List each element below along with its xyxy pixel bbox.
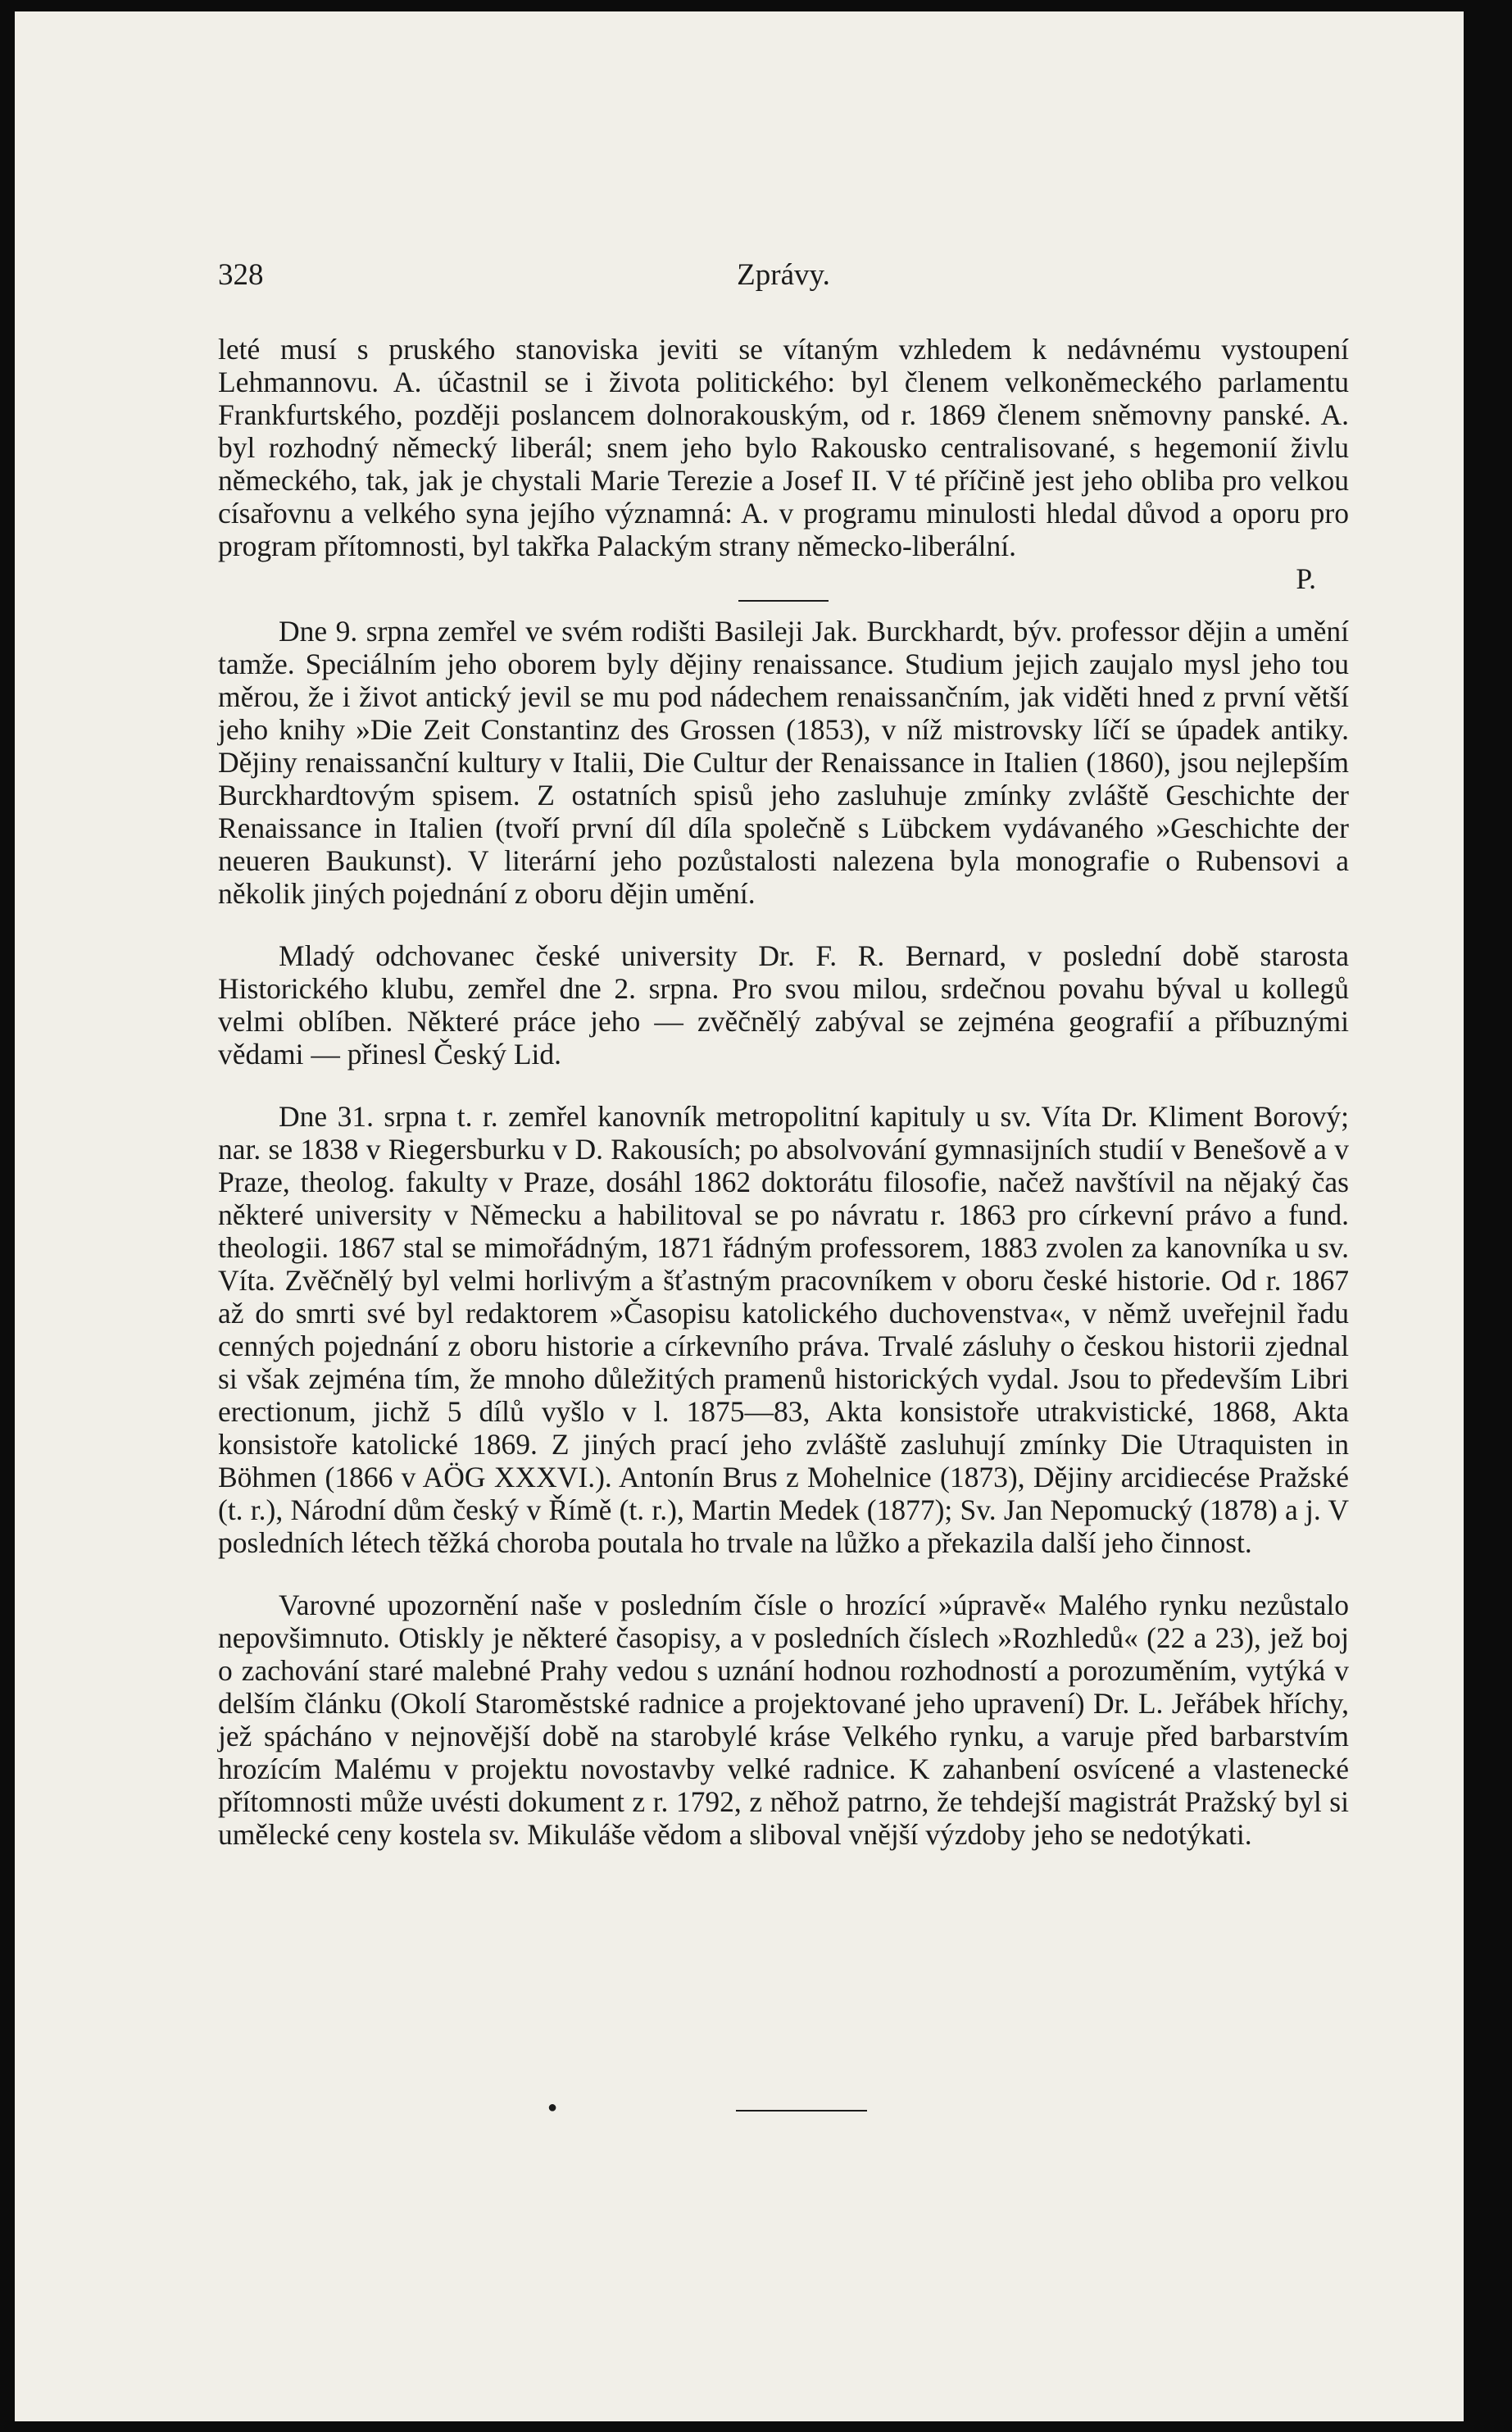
paragraph-burckhardt: Dne 9. srpna zemřel ve svém rodišti Basileji Jak. Burckhardt, býv. professor dějin a umění tamže. Speciálním jeho oborem byly dějiny renaissance. Studium jejich zaujalo mysl jeho tou měrou, že i život antický jevil se mu pod nádechem renaissančním, jak viděti hned z první větší jeho knihy »Die Zeit Constantinz des Grossen (1853), v níž mistrovsky líčí se úpadek antiky. Dějiny renaissanční kultury v Italii, Die Cultur der Renaissance in Italien (1860), jsou nejlepším Burckhardtovým spisem. Z ostatních spisů jeho zasluhuje zmínky zvláště Geschichte der Renaissance in Italien (tvoří první díl díla společně s Lübckem vydávaného »Geschichte der neueren Baukunst). V literární jeho pozůstalosti nalezena byla monografie o Rubensovi a několik jiných pojednání z oboru dějin umění.	[218, 615, 1349, 910]
bullet-mark: ●	[547, 2098, 558, 2116]
document-page	[15, 11, 1464, 2421]
author-signature: P.	[1296, 562, 1316, 595]
end-divider	[736, 2110, 867, 2112]
article-body	[218, 333, 1349, 1851]
paragraph-lehmann: leté musí s pruského stanoviska jeviti se vítaným vzhledem k nedávnému vystoupení Lehmannovu. A. účastnil se i života politického: byl členem velkoněmeckého parlamentu Frankfurtského, později poslancem dolnorakouským, od r. 1869 členem sněmovny panské. A. byl rozhodný německý liberál; snem jeho bylo Rakousko centralisované, s hegemonií živlu německého, tak, jak je chystali Marie Terezie a Josef II. V té příčině jest jeho obliba pro velkou císařovnu a velkého syna jejího významná: A. v programu minulosti hledal důvod a oporu pro program přítomnosti, byl takřka Palackým strany německo-liberální.	[218, 333, 1349, 562]
page-number: 328	[218, 258, 264, 292]
paragraph-maly-rynek: Varovné upozornění naše v posledním čísle o hrozící »úpravě« Malého rynku nezůstalo nepovšimnuto. Otiskly je některé časopisy, a v posledních číslech »Rozhledů« (22 a 23), jež boj o zachování staré malebné Prahy vedou s uznání hodnou rozhodností a porozuměním, vytýká v delším článku (Okolí Staroměstské radnice a projektované jeho upravení) Dr. L. Jeřábek hříchy, jež spácháno v nejnovější době na starobylé kráse Velkého rynku, a varuje před barbarstvím hrozícím Malému v projektu novostavby velké radnice. K zahanbení osvícené a vlastenecké přítomnosti může uvésti dokument z r. 1792, z něhož patrno, že tehdejší magistrát Pražský byl si umělecké ceny kostela sv. Mikuláše vědom a sliboval vnější výzdoby jeho se nedotýkati.	[218, 1589, 1349, 1851]
paragraph-borovy: Dne 31. srpna t. r. zemřel kanovník metropolitní kapituly u sv. Víta Dr. Kliment Borový; nar. se 1838 v Riegersburku v D. Rakousích; po absolvování gymnasijních studií v Benešově a v Praze, theolog. fakulty v Praze, dosáhl 1862 doktorátu filosofie, načež navštívil na nějaký čas některé university v Německu a habilitoval se po návratu r. 1863 pro církevní právo a fund. theologii. 1867 stal se mimořádným, 1871 řádným professorem, 1883 zvolen za kanovníka u sv. Víta. Zvěčnělý byl velmi horlivým a šťastným pracovníkem v oboru české historie. Od r. 1867 až do smrti své byl redaktorem »Časopisu katolického duchovenstva«, v němž uveřejnil řadu cenných pojednání z oboru historie a církevního práva. Trvalé zásluhy o českou historii zjednal si však zejména tím, že mnoho důležitých pramenů historických vydal. Jsou to především Libri erectionum, jichž 5 dílů vyšlo v l. 1875—83, Akta konsistoře utrakvistické, 1868, Akta konsistoře katolické 1869. Z jiných prací jeho zvláště zasluhují zmínky Die Utraquisten in Böhmen (1866 v AÖG XXXVI.). Antonín Brus z Mohelnice (1873), Dějiny arcidiecése Pražské (t. r.), Národní dům český v Římě (t. r.), Martin Medek (1877); Sv. Jan Nepomucký (1878) a j. V posledních létech těžká choroba poutala ho trvale na lůžko a překazila další jeho činnost.	[218, 1100, 1349, 1559]
page-header	[218, 257, 1349, 298]
section-divider	[738, 600, 829, 602]
paragraph-bernard: Mladý odchovanec české university Dr. F. R. Bernard, v poslední době starosta Historického klubu, zemřel dne 2. srpna. Pro svou milou, srdečnou povahu býval u kollegů velmi oblíben. Některé práce jeho — zvěčnělý zabýval se zejména geografií a příbuznými vědami — přinesl Český Lid.	[218, 939, 1349, 1071]
section-title: Zprávy.	[737, 258, 830, 292]
